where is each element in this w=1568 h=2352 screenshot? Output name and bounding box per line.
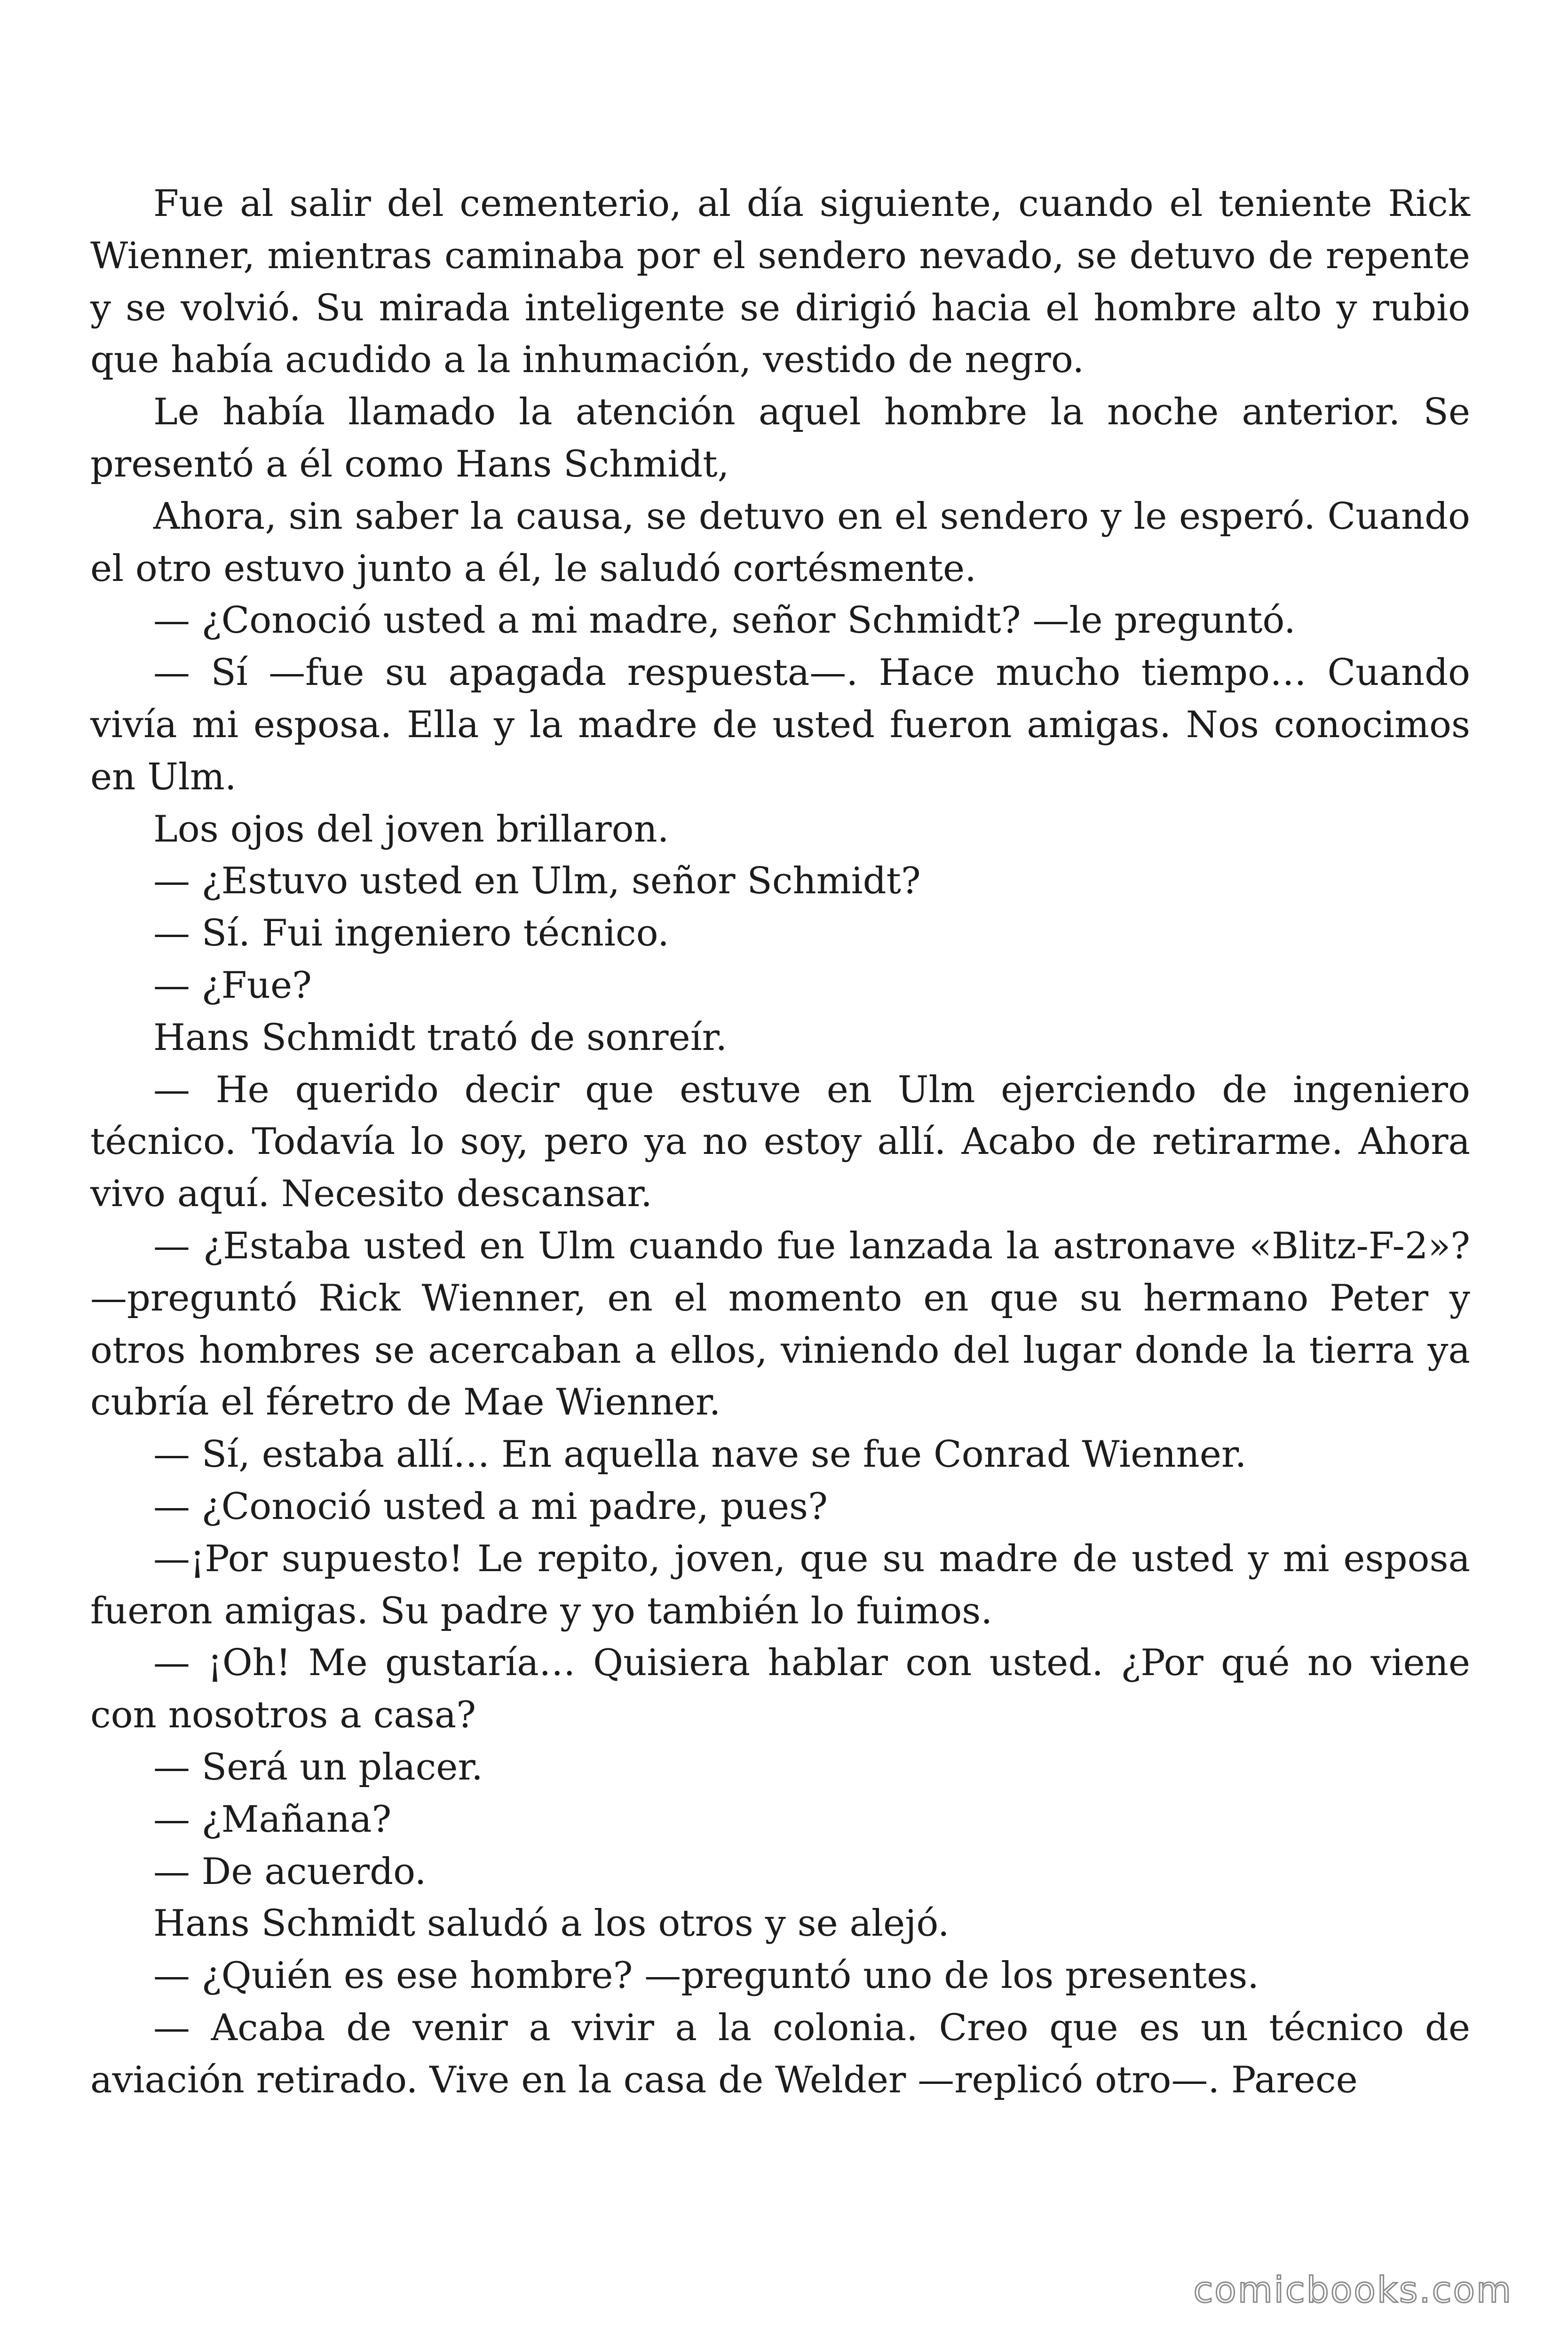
dialogue-line: — ¿Quién es ese hombre? —preguntó uno de los presentes. [153, 1955, 1259, 1997]
dialogue-line: — Sí. Fui ingeniero técnico. [153, 912, 669, 955]
dialogue-line: — Será un placer. [153, 1746, 483, 1788]
paragraph: Hans Schmidt saludó a los otros y se alejó. [153, 1902, 950, 1945]
dialogue-line: —¡Por supuesto! Le repito, joven, que su madre de usted y mi esposa fueron amigas. Su padre y yo también lo fuimos. [90, 1537, 1470, 1632]
dialogue-line: — ¿Conoció usted a mi madre, señor Schmidt? —le preguntó. [153, 599, 1296, 642]
paragraph: Hans Schmidt trató de sonreír. [153, 1016, 728, 1059]
paragraph: Ahora, sin saber la causa, se detuvo en el sendero y le esperó. Cuando el otro estuvo junto a él, le saludó cortésmente. [90, 495, 1470, 590]
dialogue-line: — He querido decir que estuve en Ulm ejerciendo de ingeniero técnico. Todavía lo soy, pero ya no estoy allí. Acabo de retirarme. Ahora vivo aquí. Necesito descansar. [90, 1068, 1470, 1216]
page-text [90, 178, 1470, 2106]
dialogue-line: — ¿Fue? [153, 964, 312, 1007]
dialogue-line: — Sí, estaba allí… En aquella nave se fue Conrad Wienner. [153, 1433, 1247, 1476]
dialogue-line: — ¿Estuvo usted en Ulm, señor Schmidt? [153, 860, 921, 903]
dialogue-line: — ¡Oh! Me gustaría… Quisiera hablar con usted. ¿Por qué no viene con nosotros a casa? [90, 1642, 1470, 1737]
dialogue-line: — ¿Estaba usted en Ulm cuando fue lanzada la astronave «Blitz-F-2»? —preguntó Rick Wienner, en el momento en que su hermano Peter y otros hombres se acercaban a ellos, viniendo del lugar donde la tierra ya cubría el féretro de Mae Wienner. [90, 1224, 1470, 1424]
dialogue-line: — Sí —fue su apagada respuesta—. Hace mucho tiempo… Cuando vivía mi esposa. Ella y la madre de usted fueron amigas. Nos conocimos en Ulm. [90, 652, 1470, 798]
paragraph: Los ojos del joven brillaron. [153, 808, 669, 850]
dialogue-line: — De acuerdo. [153, 1850, 427, 1893]
dialogue-line: — Acaba de venir a vivir a la colonia. Creo que es un técnico de aviación retirado. Vive en la casa de Welder —replicó otro—. Parece [90, 2006, 1470, 2101]
watermark: comicbooks.com [1193, 2269, 1513, 2311]
paragraph: Fue al salir del cementerio, al día siguiente, cuando el teniente Rick Wienner, mientras caminaba por el sendero nevado, se detuvo de repente y se volvió. Su mirada inteligente se dirigió hacia el hombre alto y rubio que había acudido a la inhumación, vestido de negro. [90, 183, 1470, 381]
paragraph: Le había llamado la atención aquel hombre la noche anterior. Se presentó a él como Hans Schmidt, [90, 391, 1470, 485]
dialogue-line: — ¿Conoció usted a mi padre, pues? [153, 1485, 828, 1528]
dialogue-line: — ¿Mañana? [153, 1798, 392, 1841]
